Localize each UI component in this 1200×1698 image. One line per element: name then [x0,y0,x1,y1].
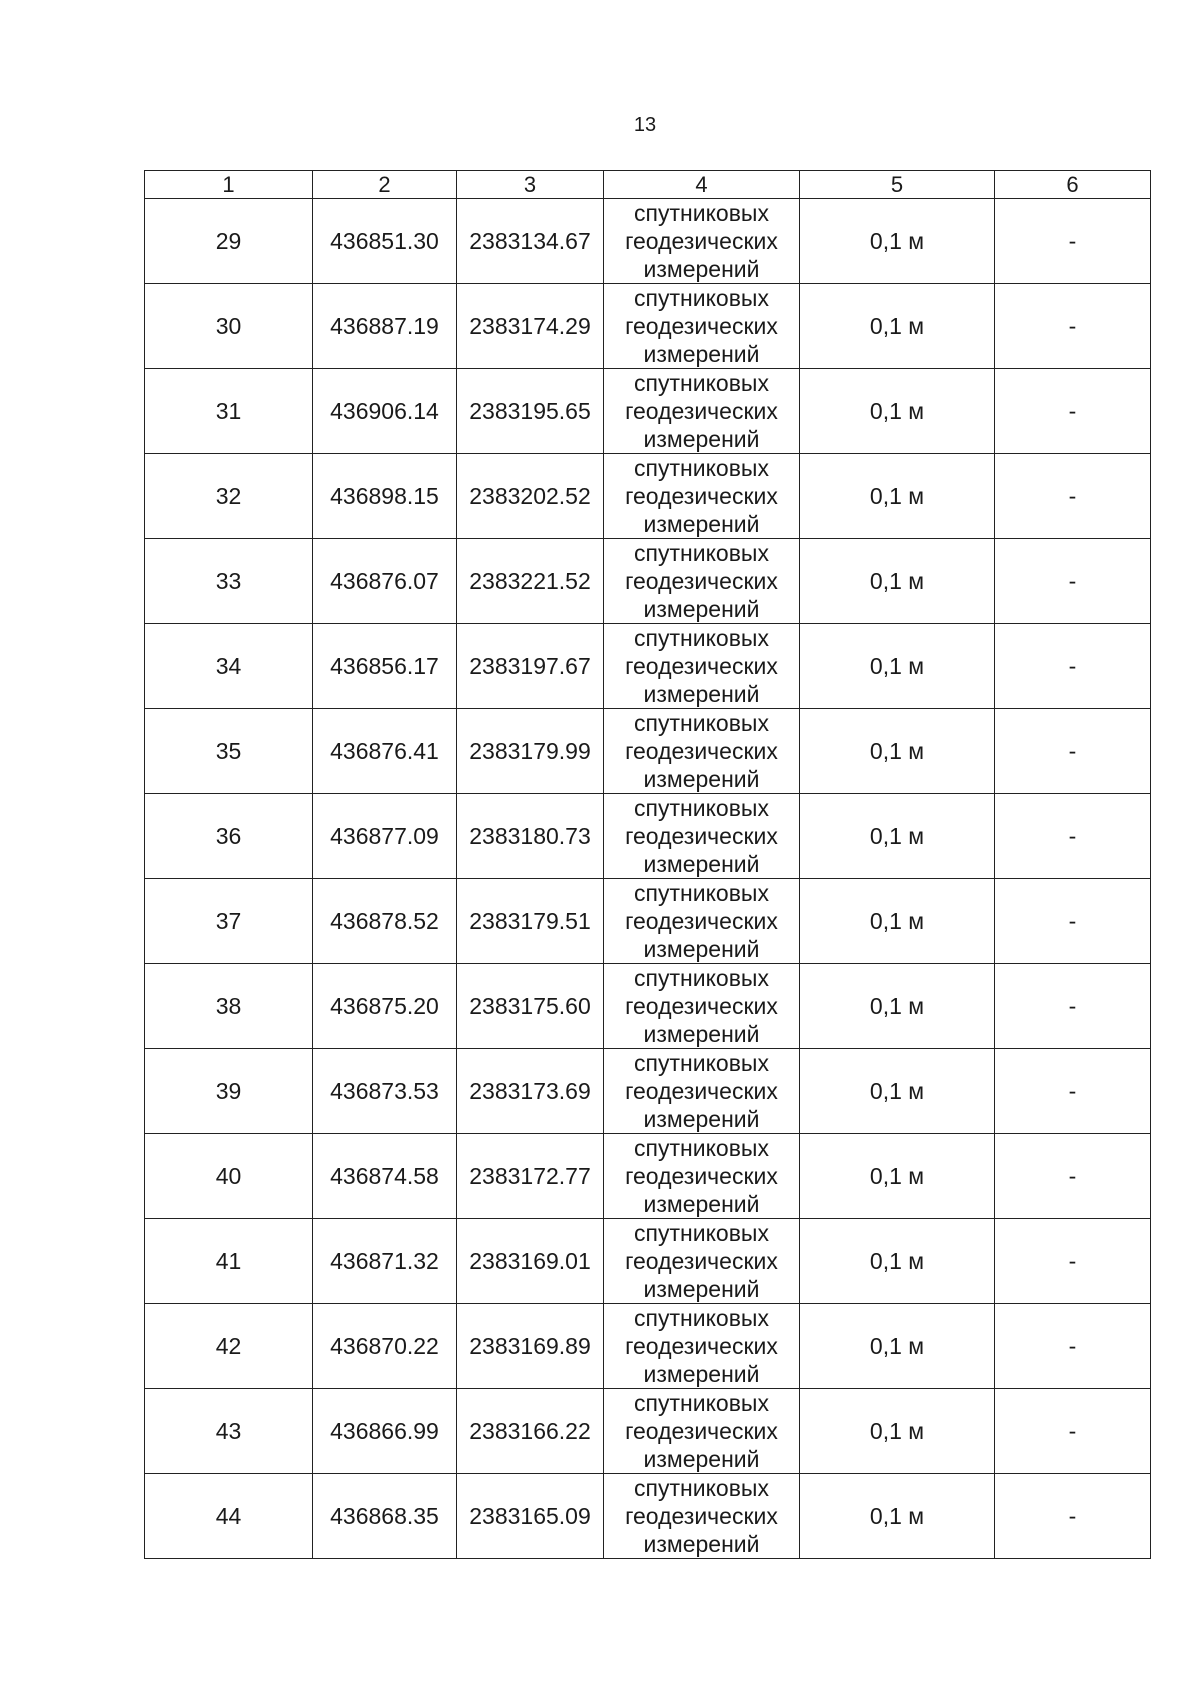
point-number-cell: 29 [145,199,313,284]
header-cell-4: 4 [604,171,800,199]
accuracy-cell: 0,1 м [800,964,995,1049]
note-cell: - [995,1474,1151,1559]
table-row [145,1474,1151,1559]
note-cell: - [995,369,1151,454]
table-row [145,1219,1151,1304]
point-number-cell: 38 [145,964,313,1049]
method-cell: спутниковых геодезических измерений [604,1474,800,1559]
x-coordinate-cell: 436866.99 [313,1389,457,1474]
method-cell: спутниковых геодезических измерений [604,539,800,624]
x-coordinate-cell: 436898.15 [313,454,457,539]
method-cell: спутниковых геодезических измерений [604,624,800,709]
method-cell: спутниковых геодезических измерений [604,964,800,1049]
table-body [145,199,1151,1559]
x-coordinate-cell: 436887.19 [313,284,457,369]
point-number-cell: 35 [145,709,313,794]
method-cell: спутниковых геодезических измерений [604,1304,800,1389]
note-cell: - [995,1134,1151,1219]
note-cell: - [995,454,1151,539]
table-row [145,199,1151,284]
y-coordinate-cell: 2383195.65 [457,369,604,454]
y-coordinate-cell: 2383180.73 [457,794,604,879]
x-coordinate-cell: 436875.20 [313,964,457,1049]
table-row [145,1389,1151,1474]
accuracy-cell: 0,1 м [800,1049,995,1134]
x-coordinate-cell: 436876.07 [313,539,457,624]
y-coordinate-cell: 2383179.51 [457,879,604,964]
method-cell: спутниковых геодезических измерений [604,709,800,794]
y-coordinate-cell: 2383166.22 [457,1389,604,1474]
header-cell-1: 1 [145,171,313,199]
table-row [145,964,1151,1049]
accuracy-cell: 0,1 м [800,794,995,879]
note-cell: - [995,284,1151,369]
accuracy-cell: 0,1 м [800,284,995,369]
y-coordinate-cell: 2383221.52 [457,539,604,624]
header-cell-5: 5 [800,171,995,199]
y-coordinate-cell: 2383169.01 [457,1219,604,1304]
method-cell: спутниковых геодезических измерений [604,1134,800,1219]
coordinates-table [144,170,1151,1559]
y-coordinate-cell: 2383134.67 [457,199,604,284]
note-cell: - [995,879,1151,964]
accuracy-cell: 0,1 м [800,199,995,284]
method-cell: спутниковых геодезических измерений [604,1389,800,1474]
y-coordinate-cell: 2383197.67 [457,624,604,709]
y-coordinate-cell: 2383172.77 [457,1134,604,1219]
note-cell: - [995,1049,1151,1134]
table-row [145,369,1151,454]
note-cell: - [995,964,1151,1049]
y-coordinate-cell: 2383202.52 [457,454,604,539]
note-cell: - [995,709,1151,794]
note-cell: - [995,794,1151,879]
note-cell: - [995,1304,1151,1389]
accuracy-cell: 0,1 м [800,1219,995,1304]
x-coordinate-cell: 436906.14 [313,369,457,454]
table-row [145,709,1151,794]
table-row [145,794,1151,879]
point-number-cell: 40 [145,1134,313,1219]
point-number-cell: 33 [145,539,313,624]
y-coordinate-cell: 2383179.99 [457,709,604,794]
accuracy-cell: 0,1 м [800,369,995,454]
method-cell: спутниковых геодезических измерений [604,1049,800,1134]
table-row [145,624,1151,709]
page-number: 13 [633,114,657,136]
y-coordinate-cell: 2383169.89 [457,1304,604,1389]
y-coordinate-cell: 2383175.60 [457,964,604,1049]
method-cell: спутниковых геодезических измерений [604,369,800,454]
point-number-cell: 32 [145,454,313,539]
table-header [145,171,1151,199]
accuracy-cell: 0,1 м [800,454,995,539]
table-row [145,284,1151,369]
y-coordinate-cell: 2383174.29 [457,284,604,369]
method-cell: спутниковых геодезических измерений [604,1219,800,1304]
header-cell-2: 2 [313,171,457,199]
point-number-cell: 39 [145,1049,313,1134]
x-coordinate-cell: 436878.52 [313,879,457,964]
x-coordinate-cell: 436856.17 [313,624,457,709]
x-coordinate-cell: 436871.32 [313,1219,457,1304]
x-coordinate-cell: 436877.09 [313,794,457,879]
y-coordinate-cell: 2383165.09 [457,1474,604,1559]
note-cell: - [995,199,1151,284]
header-cell-3: 3 [457,171,604,199]
method-cell: спутниковых геодезических измерений [604,879,800,964]
point-number-cell: 36 [145,794,313,879]
accuracy-cell: 0,1 м [800,1474,995,1559]
point-number-cell: 44 [145,1474,313,1559]
x-coordinate-cell: 436868.35 [313,1474,457,1559]
point-number-cell: 30 [145,284,313,369]
method-cell: спутниковых геодезических измерений [604,454,800,539]
x-coordinate-cell: 436876.41 [313,709,457,794]
table-row [145,1304,1151,1389]
note-cell: - [995,539,1151,624]
accuracy-cell: 0,1 м [800,879,995,964]
point-number-cell: 37 [145,879,313,964]
accuracy-cell: 0,1 м [800,539,995,624]
accuracy-cell: 0,1 м [800,1304,995,1389]
method-cell: спутниковых геодезических измерений [604,794,800,879]
method-cell: спутниковых геодезических измерений [604,199,800,284]
note-cell: - [995,1389,1151,1474]
point-number-cell: 42 [145,1304,313,1389]
header-cell-6: 6 [995,171,1151,199]
point-number-cell: 31 [145,369,313,454]
accuracy-cell: 0,1 м [800,1389,995,1474]
point-number-cell: 34 [145,624,313,709]
point-number-cell: 43 [145,1389,313,1474]
table-row [145,454,1151,539]
note-cell: - [995,624,1151,709]
x-coordinate-cell: 436870.22 [313,1304,457,1389]
table-row [145,879,1151,964]
table-row [145,539,1151,624]
x-coordinate-cell: 436873.53 [313,1049,457,1134]
accuracy-cell: 0,1 м [800,624,995,709]
y-coordinate-cell: 2383173.69 [457,1049,604,1134]
method-cell: спутниковых геодезических измерений [604,284,800,369]
x-coordinate-cell: 436851.30 [313,199,457,284]
point-number-cell: 41 [145,1219,313,1304]
accuracy-cell: 0,1 м [800,709,995,794]
table-row [145,1049,1151,1134]
table-row [145,1134,1151,1219]
accuracy-cell: 0,1 м [800,1134,995,1219]
header-row [145,171,1151,199]
note-cell: - [995,1219,1151,1304]
x-coordinate-cell: 436874.58 [313,1134,457,1219]
